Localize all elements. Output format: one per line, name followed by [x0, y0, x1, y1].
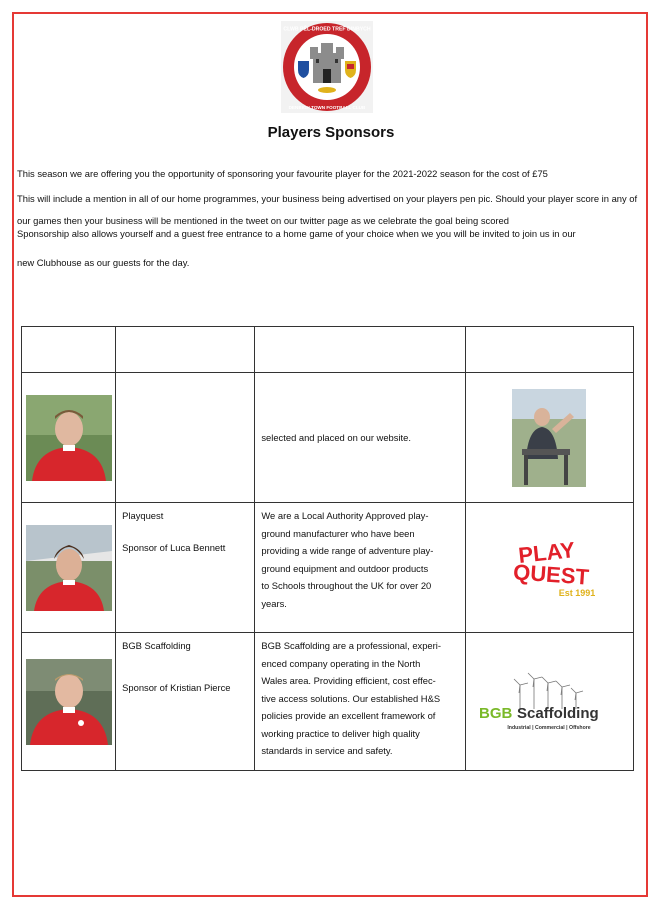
- table-row: [22, 633, 634, 771]
- sponsors-table: [21, 326, 634, 771]
- description-line: working practice to deliver high quality: [261, 727, 420, 739]
- description-text: [255, 503, 464, 612]
- header-cell: [116, 327, 255, 373]
- player-photo-wrap: [22, 503, 115, 632]
- description-line: to Schools throughout the UK for over 20: [261, 580, 432, 591]
- player-photo: [26, 659, 112, 745]
- description-line: ground equipment and outdoor products: [261, 562, 429, 574]
- sponsored-player: Sponsor of Kristian Pierce: [122, 681, 231, 693]
- logo-scaffolding: Scaffolding: [517, 704, 600, 722]
- player-photo-cell: [22, 373, 116, 503]
- intro-paragraph-3: Sponsorship also allows yourself and a guest free entrance to a home game of your choice when we you will be invited to join us in our: [17, 228, 576, 239]
- sponsor-name: [116, 373, 254, 377]
- page-title: Players Sponsors: [267, 124, 395, 141]
- description-line: providing a wide range of adventure play-: [261, 545, 434, 556]
- logo-word-quest: QUEST: [512, 558, 591, 590]
- player-photo-wrap: [22, 373, 115, 502]
- intro-paragraph-2: This will include a mention in all of our home programmes, your business being advertised on your players pen pic. Should your player score in any of our games then your business will be mentioned in the tweet on our twitter page as we celebrate the goal being scored: [17, 193, 638, 226]
- player-photo-cell: [22, 633, 116, 771]
- header-cell: [255, 327, 465, 373]
- player-photo: [26, 395, 112, 481]
- logo-tagline: Industrial | Commercial | Offshore: [507, 724, 592, 731]
- sponsor-name: BGB Scaffolding: [122, 640, 191, 651]
- description-line: We are a Local Authority Approved play-: [261, 510, 429, 521]
- description-line: BGB Scaffolding are a professional, experi-: [261, 640, 441, 651]
- logo-bgb: BGB: [479, 704, 513, 722]
- description-line: ground manufacturer who have been: [261, 527, 415, 539]
- player-photo-cell: [22, 503, 116, 633]
- sponsor-photo-wrap: [466, 373, 633, 502]
- logo-cell: [465, 633, 633, 771]
- club-crest-logo: [281, 21, 373, 113]
- header-cell: [22, 327, 116, 373]
- intro-paragraph-1: This season we are offering you the opportunity of sponsoring your favourite player for the 2021-2022 season for the cost of £75: [17, 168, 548, 179]
- sponsor-name-cell: [116, 503, 255, 633]
- playquest-logo: [499, 536, 599, 600]
- intro-paragraph-4: new Clubhouse as our guests for the day.: [17, 257, 190, 268]
- crest-text-top: CLWB PÊL-DROED TREF DINBYCH: [283, 26, 371, 33]
- description-line: policies provide an excellent framework of: [261, 710, 436, 721]
- sponsor-name: Playquest: [122, 510, 164, 521]
- crest-text-bottom: DENBIGH TOWN FOOTBALL CLUB: [288, 105, 366, 110]
- sponsor-logo-wrap: [466, 503, 633, 632]
- description-line: years.: [261, 597, 287, 609]
- logo-est: Est 1991: [559, 587, 596, 598]
- bgb-scaffolding-logo: [476, 671, 622, 733]
- description-cell: [255, 633, 465, 771]
- description-text: [255, 633, 464, 760]
- logo-cell: [465, 373, 633, 503]
- sponsor-name-cell: [116, 633, 255, 771]
- table-header-row: [22, 327, 634, 373]
- description-line: tive access solutions. Our established H&S: [261, 692, 441, 704]
- player-photo: [26, 525, 112, 611]
- description-cell: [255, 373, 465, 503]
- logo-cell: [465, 503, 633, 633]
- player-photo-wrap: [22, 633, 115, 770]
- description-line: Wales area. Providing efficient, cost effec-: [261, 675, 436, 686]
- sponsor-photo: [512, 389, 586, 487]
- description-line: standards in service and safety.: [261, 745, 393, 756]
- sponsored-player: Sponsor of Luca Bennett: [122, 541, 226, 553]
- sponsor-name-cell: [116, 373, 255, 503]
- description-cell: [255, 503, 465, 633]
- description-text: selected and placed on our website.: [261, 431, 411, 443]
- header-cell: [465, 327, 633, 373]
- logo-word-play: PLAY: [517, 536, 577, 568]
- table-row: [22, 503, 634, 633]
- table-row: [22, 373, 634, 503]
- description-line: enced company operating in the North: [261, 657, 421, 669]
- sponsor-logo-wrap: [466, 633, 633, 770]
